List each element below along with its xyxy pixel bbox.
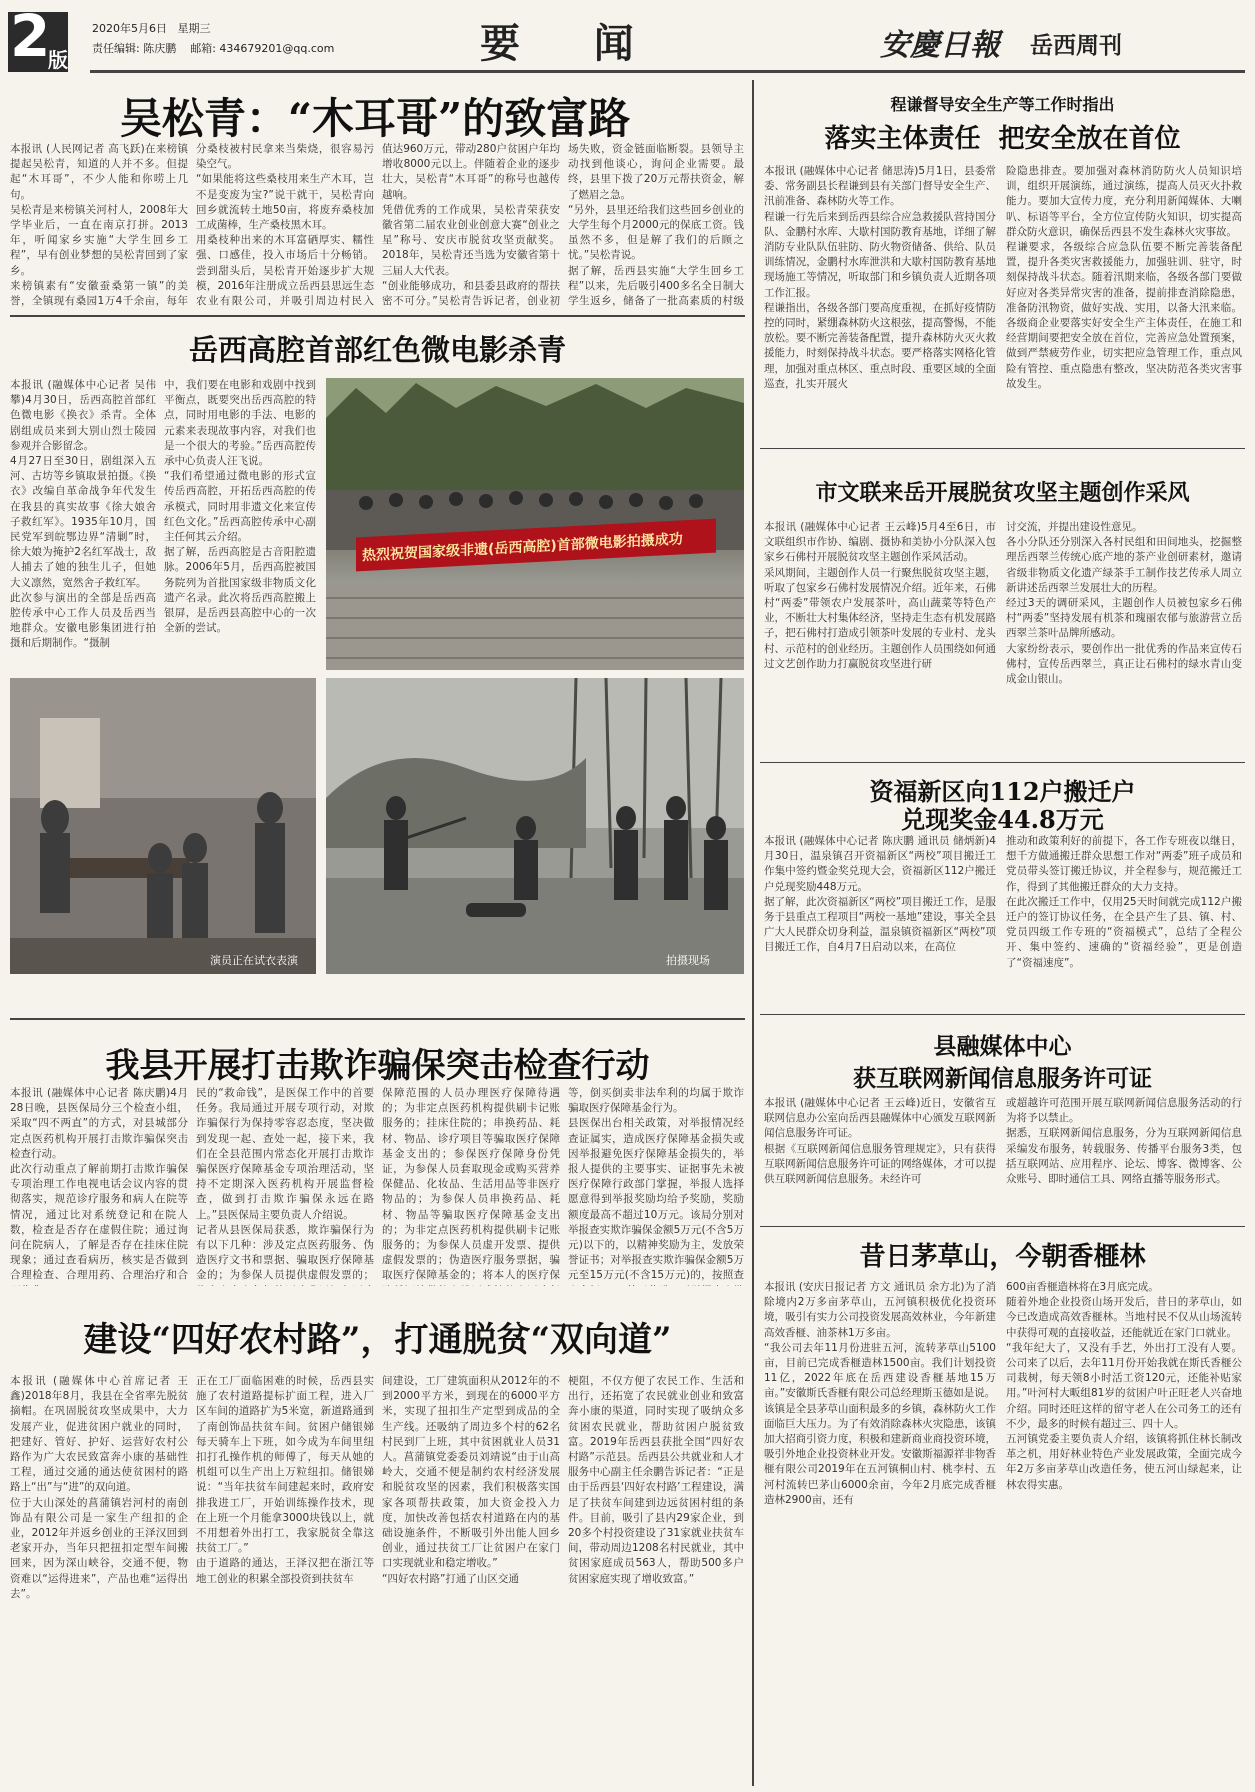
banner-text: 热烈祝贺国家级非遗(岳西高腔)首部微电影拍摄成功 [362,531,683,565]
divider [10,315,745,317]
column: 本报讯 (融媒体中心记者 吴伟攀)4月30日，岳西高腔首部红色微电影《换衣》杀青。全体剧组成员来到大别山烈士陵园参观并合影留念。 4月27日至30日，剧组深入五河、古坊等乡镇取景拍摄。《换衣》改编自革命战争年代发生在我县的真实故事《徐大娘舍子救红军》。1935年10月，国民党军到皖鄂边界“清剿”时，徐大娘为掩护2名红军战士，敌人捕去了她的独生儿子，但她大义凛然，宽然舍子救红军。 此次参与演出的全部是岳西高腔传承中心工作人员及岳西当地群众。安徽电影集团进行拍摄和后期制作。“摄制 [10,379,156,650]
weekly-name: 岳西周刊 [1030,32,1122,59]
rehearsal-photo [10,678,316,974]
column: 讨交流，并提出建设性意见。 各小分队还分别深入各村民组和田间地头，挖掘整理岳西翠兰传统心底产地的茶产业创研素材，邀请省级非物质文化遗产绿茶手工制作技艺传承人周立新讲述岳西翠兰发展壮大的历程。 经过3天的调研采风，主题创作人员被包家乡石佛村“两委”坚持发展有机茶和瑰丽农郁与旅游营立岳西翠兰茶叶品牌所感动。 大家纷纷表示，要创作出一批优秀的作品来宣传石佛村，宣传岳西翠兰，真正让石佛村的绿水青山变成金山银山。 [1006,521,1242,686]
editor-line: 责任编辑: 陈庆鹏 邮箱: 434679201@qq.com [92,42,335,55]
page-number: 2 [10,2,51,70]
column: 本报讯 (安庆日报记者 方文 通讯员 余方北)为了消除境内2万多亩茅草山，五河镇积极优化投资环境，吸引有实力公司投资发展高效林业，今年新建高效香榧、油茶林1万多亩。 “我公司去年11月份进驻五河，流转茅草山5100亩，目前已完成香榧造林1500亩。我们计划投资11亿，2022年底在岳西建设香榧基地15万亩。”安徽斯氏香榧有限公司总经理斯玉德如是说。 该镇是全县茅草山面积最多的乡镇，森林防火工作面临巨大压力。为了有效消除森林火灾隐患，该镇加大招商引资力度，积极和建新商业商投资环境，吸引外地企业投资林业开发。安徽斯福源祥非物香榧有限公司2019年在五河镇桐山村、桃李村、五河村流转巴茅山6000余亩，今年2月底完成香榧造林2900亩，还有 [764,1281,996,1506]
headline: 昔日茅草山，今朝香榧林 [859,1242,1146,1272]
shooting-scene [326,678,744,974]
shooting-photo [326,678,744,974]
headline: 岳西高腔首部红色微电影杀青 [188,333,566,367]
headline: 兑现奖金44.8万元 [901,805,1104,834]
masthead-rule [90,70,1245,73]
vertical-divider [752,80,754,1786]
column: 险隐患排查。要加强对森林消防防火人员知识培训，组织开展演练，通过演练，提高人员灭火扑救能力。要加大宣传力度，充分利用新闻媒体、大喇叭、标语等平台，全方位宣传防火知识，切实提高群众防火意识，确保岳西县不发生森林火灾事故。 程谦要求，各级综合应急队伍要不断完善装备配置，提升各类灾害救援能力，加强驻训、驻守，时刻保持战斗状态。随着汛期来临，各级各部门要做好应对各类异常灾害的准备，提前排查消除隐患，准备防汛物资，做好实战、实用，以备大汛来临。各级商企业要落实好安全生产主体责任，在施工和经营期间要把安全放在首位，完善应急处置预案，做到严禁疲劳作业，切实把应急管理工作，重点风险有管控、重点隐患有整改，坚决防范各类灾害事故发生。 [1006,165,1242,390]
divider [760,448,1245,449]
column: 梗阻，不仅方便了农民工作、生活和出行，还拓宽了农民就业创业和致富奔小康的渠道，同时实现了吸纳众多贫困农民就业，帮助贫困户脱贫致富。2019年岳西县获批全国“四好农村路”示范县。岳西县公共就业和人才服务中心副主任余鹏告诉记者：“正是由于岳西县‘四好农村路’工程建设，满足了扶贫车间建到边远贫困村组的条件。目前，吸引了县内29家企业，到20多个村投资建设了31家就业扶贫车间，带动周边1208名村民就业，其中贫困家庭成员563人，帮助500多户贫困家庭实现了增收致富。” [568,1375,744,1585]
headline: 获互联网新闻信息服务许可证 [853,1065,1152,1092]
column: 间建设，工厂建筑面积从2012年的不到2000平方米，到现在的6000平方米，实现了扭扣生产定型到成品的全生产线。还吸纳了周边多个村的62名村民到厂上班，其中贫困就业人员31人。菖蒲镇党委委员刘靖说“由于山高岭大，交通不便是制约农村经济发展和脱贫攻坚的因素，我们积极落实国家各项帮扶政策，加大资金投入力度，加快改善包括农村道路在内的基础设施条件，不断吸引外出能人回乡创业，通过扶贫工厂让贫困户在家门口实现就业和稳定增收。” “四好农村路”打通了山区交通 [382,1375,560,1585]
page-suffix: 版 [48,48,68,72]
column: 中，我们要在电影和戏剧中找到平衡点，既要突出岳西高腔的特点，同时用电影的手法、电影的元素来表现故事内容，对我们也是一个很大的考验。”岳西高腔传承中心负责人汪飞说。 “我们希望通过微电影的形式宣传岳西高腔，开拓岳西高腔的传承模式，同时用非遗文化来宣传红色文化。”岳西高腔传承中心副主任何其云介绍。 据了解，岳西高腔是古音阳腔遗脉。2006年5月，岳西高腔被国务院列为首批国家级非物质文化遗产名录。此次将岳西高腔搬上银屏，是岳西县高腔中心的一次全新的尝试。 [164,379,316,635]
masthead [0,0,1255,80]
column: 本报讯 (融媒体中心记者 王云峰)5月4至6日，市文联组织市作协、编剧、摄协和美协小分队深入包家乡石佛村开展脱贫攻坚主题创作采风活动。 采风期间，主题创作人员一行聚焦脱贫攻坚主题，听取了包家乡石佛村发展情况介绍。近年来，石佛村“两委”带领农户发展茶叶，高山蔬菜等特色产业，不断壮大村集体经济，坚持走生态有机发展路子，把石佛村打造成引领茶叶发展的专业村、龙头村、示范村的创业经历。主题创作人员围绕如何通过文艺创作助力打赢脱贫攻坚进行研 [764,521,996,670]
divider [760,1226,1245,1227]
photo-caption: 演员正在试衣表演 [210,954,298,967]
column: 本报讯 (人民网记者 高飞跃)在来榜镇提起吴松青，知道的人并不多。但提起“木耳哥”，不少人能和你唠上几句。 吴松青是来榜镇关河村人，2008年大学毕业后，一直在南京打拼。2013年，听闻家乡实施“大学生回乡工程”，早有创业梦想的吴松青回到了家乡。 来榜镇素有“安徽蚕桑第一镇”的美誉，全镇现有桑园1万4千余亩，每年 [10,143,188,307]
column: 本报讯 (融媒体中心首席记者 王鑫)2018年8月，我县在全省率先脱贫摘帽。在巩固脱贫攻坚成果中，大力发展产业，促进贫困户就业的同时，把建好、管好、护好、运营好农村公路作为广大农民致富奔小康的基础性工程，通过交通的通达使贫困村的路路上“出”与“进”的双向道。 位于大山深处的菖蒲镇岩河村的南创饰品有限公司是一家生产纽扣的企业，2012年并返乡创业的王泽汉回到老家开办，当年只把扭扣定型车间搬回来，因为深山峡谷，交通不便，物资难以“运得进来”，产品也难“运得出去”。 [10,1375,188,1600]
column: 本报讯 (融媒体中心记者 陈庆鹏)4月28日晚，县医保局分三个检查小组，采取“四不两直”的方式，对县城部分定点医药机构开展打击欺诈骗保突击检查行动。 此次行动重点了解前期打击欺诈骗保专项治理工作电视电话会议内容的贯彻落实，规范诊疗服务和病人在院等情况，通过比对系统登记和在院人数，检查是否存在虚假住院；通过询问在院病人，了解是否存在挂床住院现象；通过查看病历，核实是否做到合理检查、合理用药、合理治疗和合 [10,1087,188,1282]
headline: 吴松青：“木耳哥”的致富路 [119,94,631,143]
column: 等，倒买倒卖非法牟利的均属于欺诈骗取医疗保障基金行为。 县医保出台相关政策，对举报情况经查证属实，造成医疗保障基金损失或因举报避免医疗保障基金损失的，举报人提供的主要事实、证据事先未被医疗保障行政部门掌握，举报人选择愿意得到举报奖励均给予奖励，奖励额度最高不超过10万元。该局分别对举报查实欺诈骗保金额5万元(不含5万元)以下的，以精神奖励为主，发放荣誉证书；对举报查实欺诈骗保金额5万元至15万元(不含15万元)的，按照查 [568,1087,744,1282]
headline: 落实主体责任 把安全放在首位 [824,124,1181,154]
headline: 资福新区向112户搬迁户 [869,777,1136,806]
rehearsal-scene [10,678,316,974]
paper-logo: 安慶日報 [880,28,1000,63]
group-photo [326,378,744,670]
column: 民的“救命钱”，是医保工作中的首要任务。我局通过开展专项行动，对欺诈骗保行为保持零容忍态度，坚决做到发现一起、查处一起，接下来，我们在全县范围内常态化开展打击欺诈骗保医疗保障基金专项治理活动，坚持不定期深入医药机构开展监督检查，做到打击欺诈骗保永远在路上。”县医保局主要负责人介绍说。 记者从县医保局获悉，欺诈骗保行为有以下几种：涉及定点医药服务、伪造医疗文书和票据、骗取医疗保障基金的；为参保人员提供虚假发票的； [196,1087,374,1282]
headline: 我县开展打击欺诈骗保突击检查行动 [105,1046,650,1086]
column: 场失败，资金链面临断裂。县领导主动找到他谈心，询问企业需要。最终，县里下拨了20万元帮扶资金，解了燃眉之急。 “另外，县里还给我们这些回乡创业的大学生每个月2000元的保底工资。钱虽然不多，但是解了我们的后顾之忧。”吴松青说。 据了解，岳西县实施“大学生回乡工程”以来，先后吸引400多名全日制大学生返乡，储备了一批高素质的村级 [568,143,744,307]
column: 分桑枝被村民拿来当柴烧，很容易污染空气。 “如果能将这些桑枝用来生产木耳，岂不是变废为宝?”说干就干，吴松青向回乡就流转土地50亩，将废弃桑枝加工成菌棒，生产桑枝黑木耳。 用桑枝种出来的木耳富硒厚实、糯性强、口感佳，投入市场后十分畅销。尝到甜头后，吴松青开始逐步扩大规模，2016年注册成立岳西县思远生态农业有限公司，并吸引周边村民入 [196,143,374,307]
kicker: 程谦督导安全生产等工作时指出 [890,95,1115,114]
column: 正在工厂面临困难的时候，岳西县实施了农村道路提标扩面工程，进入厂区车间的道路扩为5米宽，新道路通到了南创饰品扶贫车间。贫困户储银娣每天骑车上下班，如今成为车间里纽扣打孔操作机的师傅了，每天从她的机组可以生产出上万粒纽扣。储银娣说：“当年扶贫车间建起来时，政府安排我进工厂，开始训练操作技术，现在上班一个月能拿3000块钱以上，就不用想着外出打工，我家脱贫全靠这扶贫工厂。” 由于道路的通达，王泽汉把在浙江等地工创业的积累全部投资到扶贫车 [196,1375,374,1585]
column: 600亩香榧造林将在3月底完成。 随着外地企业投资山场开发后，昔日的茅草山，如今已改造成高效香榧林。当地村民不仅从山场流转中获得可观的直接收益，还能就近在家门口就业。 “我年纪大了，又没有手艺，外出打工没有人要。公司来了以后，去年11月份开始我就在斯氏香榧公司栽树，每天领8小时活工资120元，还能补贴家用。”叶河村大畈组81岁的贫困户叶正旺老人兴奋地介绍。同时还旺这样的留守老人在公司务工的还有不少，最多的时候有超过三、四十人。 五河镇党委主要负责人介绍，该镇将抓住林长制改革之机，用好林业特色产业发展政策，全面完成今年2万多亩茅草山改造任务，使五河山绿起来，让林农得实惠。 [1006,1281,1242,1491]
divider [10,1018,745,1020]
column: 或超越许可范围开展互联网新闻信息服务活动的行为将予以禁止。 据悉，互联网新闻信息服务，分为互联网新闻信息采编发布服务，转载服务、传播平台服务3类，包括互联网站、应用程序、论坛、博客、微博客、公众账号、即时通信工具、网络直播等服务形式。 [1006,1097,1242,1186]
headline: 建设“四好农村路”，打通脱贫“双向道” [83,1320,672,1360]
divider [760,1014,1245,1015]
column: 本报讯 (融媒体中心记者 储思涛)5月1日，县委常委、常务副县长程谦到县有关部门督导安全生产、汛前准备、森林防火等工作。 程谦一行先后来到岳西县综合应急救援队营持国分队、金鹏村水库、大歇村国防教育基地，详细了解消防专业队队伍驻防、防火物资储备、供给、队员训练情况，金鹏村水库泄洪和大歇村国防教育基地现场施工等情况，听取部门和乡镇负责人近期各项工作汇报。 程谦指出，各级各部门要高度重视，在抓好疫情防控的同时，紧绷森林防火这根弦，提高警惕，不能放松。要不断完善装备配置，提升森林防火灭火救援能力，时刻保持战斗状态。要严格落实网格化管理，加强对重点林区、重点时段、重要区域的全面巡查，扎实开展火 [764,165,996,390]
column: 本报讯 (融媒体中心记者 王云峰)近日，安徽省互联网信息办公室向岳西县融媒体中心颁发互联网新闻信息服务许可证。 根据《互联网新闻信息服务管理规定》，只有获得互联网新闻信息服务许可证的网络媒体，才可以提供互联网新闻信息服务。未经许可 [764,1097,996,1186]
photo-caption: 拍摄现场 [666,954,710,967]
column: 值达960万元，带动280户贫困户年均增收8000元以上。伴随着企业的逐步壮大，吴松青“木耳哥”的称号也越传越响。 凭借优秀的工作成果，吴松青荣获安徽省第二届农业创业创意大赛“创业之星”称号、安庆市脱贫攻坚贡献奖。2018年，吴松青还当选为安徽省第十三届人大代表。 “创业能够成功，和县委县政府的帮扶密不可分。”吴松青告诉记者，创业初 [382,143,560,307]
column: 本报讯 (融媒体中心记者 陈庆鹏 通讯员 储炳新)4月30日，温泉镇召开资福新区“两校”项目搬迁工作集中签约暨金奖兑现大会，资福新区112户搬迁户兑现奖励448万元。 据了解，此次资福新区“两校”项目搬迁工作，是服务于县重点工程项目“两校一基地”建设，事关全县广大人民群众切身利益，温泉镇资福新区“两校”项目搬迁工作，自4月7日启动以来，在高位 [764,835,996,954]
issue-date: 2020年5月6日 星期三 [92,22,211,35]
headline: 市文联来岳开展脱贫攻坚主题创作采风 [815,480,1190,506]
column: 保障范围的人员办理医疗保障待遇的；为非定点医药机构提供刷卡记账服务的；挂床住院的；串换药品、耗材、物品、诊疗项目等骗取医疗保障基金支出的；参保医疗保障身份凭证，为参保人员套取现金或购买营养保健品、化妆品、生活用品等非医疗物品的；为参保人员串换药品、耗材、物品等骗取医疗保障基金支出的；为非定点医药机构提供刷卡记账服务的；为参保人员虚开发票、提供虚假发票的；伪造医疗服务票据，骗取医疗保障基金的；将本人的医疗保 [382,1087,560,1282]
section-title: 要 闻 [480,20,642,67]
column: 推动和政策利好的前提下，各工作专班夜以继日，想千方做通搬迁群众思想工作对“两委”班子成员和党员带头签订搬迁协议，并全程参与，规范搬迁工作，得到了其他搬迁群众的大力支持。 在此次搬迁工作中，仅用25天时间就完成112户搬迁户的签订协议任务，在全县产生了县、镇、村、党员四级工作专班的“资福模式”，总结了全程公开、集中签约、速确的“资福经验”，更是创造了“资福速度”。 [1006,835,1242,969]
divider [760,762,1245,763]
headline: 县融媒体中心 [933,1033,1072,1060]
